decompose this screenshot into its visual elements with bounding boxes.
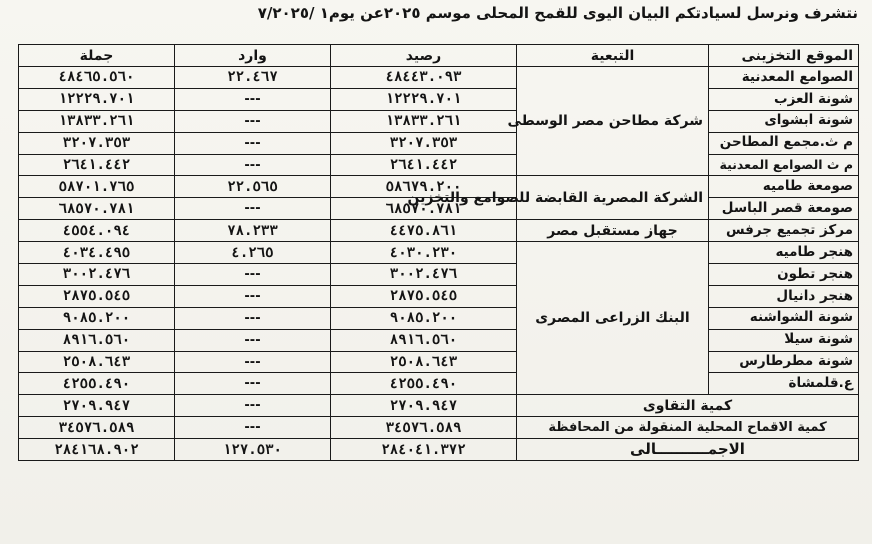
balance-cell: ٢٧٠٩.٩٤٧ [331,395,517,417]
total-cell: ٤٨٤٦٥.٥٦٠ [19,67,175,89]
affiliation-group-1: شركة مطاحن مصر الوسطى [517,67,709,176]
grand-total-label: الاجمــــــــــالى [517,439,859,461]
header-affiliation: التبعية [517,45,709,67]
balance-cell: ٤٠٣٠.٢٣٠ [331,242,517,264]
incoming-cell: --- [175,395,331,417]
table-row [19,110,859,132]
incoming-cell: ١٢٧.٥٣٠ [175,439,331,461]
total-cell: ٣٤٥٧٦.٥٨٩ [19,417,175,439]
location-cell: م ث.مجمع المطاحن [709,132,859,154]
location-cell: صومعة طاميه [709,176,859,198]
table-header-row [19,45,859,67]
total-cell: ٩٠٨٥.٢٠٠ [19,307,175,329]
balance-cell: ٥٨٦٧٩.٢٠٠ [331,176,517,198]
table-row [19,132,859,154]
incoming-cell: ٢٢.٤٦٧ [175,67,331,89]
location-cell: هنجر تطون [709,264,859,286]
balance-cell: ٢٦٤١.٤٤٢ [331,154,517,176]
balance-cell: ١٣٨٣٣.٢٦١ [331,110,517,132]
incoming-cell: --- [175,154,331,176]
incoming-cell: --- [175,88,331,110]
balance-cell: ٢٥٠٨.٦٤٣ [331,351,517,373]
total-cell: ٦٨٥٧٠.٧٨١ [19,198,175,220]
location-cell: شونة العزب [709,88,859,110]
location-cell: صومعة قصر الباسل [709,198,859,220]
balance-cell: ١٢٢٢٩.٧٠١ [331,88,517,110]
incoming-cell: --- [175,307,331,329]
total-cell: ١٢٢٢٩.٧٠١ [19,88,175,110]
total-cell: ٨٩١٦.٥٦٠ [19,329,175,351]
header-balance: رصيد [331,45,517,67]
table-row [19,329,859,351]
table-row [19,417,859,439]
total-cell: ٥٨٧٠١.٧٦٥ [19,176,175,198]
table-row [19,307,859,329]
table-row [19,198,859,220]
table-row [19,395,859,417]
location-cell: هنجر طاميه [709,242,859,264]
location-cell: مركز تجميع جرفس [709,220,859,242]
balance-cell: ٣٢٠٧.٣٥٣ [331,132,517,154]
table-row [19,285,859,307]
incoming-cell: --- [175,285,331,307]
total-cell: ٤٠٣٤.٤٩٥ [19,242,175,264]
incoming-cell: --- [175,351,331,373]
location-cell: شونة سيلا [709,329,859,351]
total-cell: ٤٥٥٤.٠٩٤ [19,220,175,242]
balance-cell: ٣٤٥٧٦.٥٨٩ [331,417,517,439]
incoming-cell: --- [175,198,331,220]
incoming-cell: ٢٢.٥٦٥ [175,176,331,198]
header-total: جملة [19,45,175,67]
balance-cell: ٦٨٥٧٠.٧٨١ [331,198,517,220]
incoming-cell: --- [175,417,331,439]
table-row [19,373,859,395]
total-cell: ٢٨٤١٦٨.٩٠٢ [19,439,175,461]
balance-cell: ٢٨٤٠٤١.٣٧٢ [331,439,517,461]
total-row [19,439,859,461]
balance-cell: ٤٤٧٥.٨٦١ [331,220,517,242]
table-row [19,242,859,264]
balance-cell: ٨٩١٦.٥٦٠ [331,329,517,351]
seed-quantity-label: كمية التقاوى [517,395,859,417]
incoming-cell: --- [175,329,331,351]
document-title: نتشرف ونرسل لسيادتكم البيان اليوى للقمح المحلى موسم ٢٠٢٥عن يوم١ /٧/٢٠٢٥ [257,4,858,22]
total-cell: ٣٠٠٢.٤٧٦ [19,264,175,286]
total-cell: ٤٢٥٥.٤٩٠ [19,373,175,395]
location-cell: ع.قلمشاة [709,373,859,395]
incoming-cell: ٤.٢٦٥ [175,242,331,264]
total-cell: ١٣٨٣٣.٢٦١ [19,110,175,132]
table-row [19,154,859,176]
total-cell: ٢٦٤١.٤٤٢ [19,154,175,176]
total-cell: ٢٧٠٩.٩٤٧ [19,395,175,417]
header-location: الموقع التخزينى [709,45,859,67]
affiliation-group-2: الشركة المصرية القابضة للصوامع والتخزين [517,176,709,220]
table-row [19,67,859,89]
affiliation-group-3: جهاز مستقبل مصر [517,220,709,242]
table-row [19,351,859,373]
location-cell: شونة ابشواى [709,110,859,132]
balance-cell: ٤٢٥٥.٤٩٠ [331,373,517,395]
table-row [19,264,859,286]
balance-cell: ٣٠٠٢.٤٧٦ [331,264,517,286]
affiliation-group-4: البنك الزراعى المصرى [517,242,709,395]
incoming-cell: --- [175,373,331,395]
balance-cell: ٩٠٨٥.٢٠٠ [331,307,517,329]
incoming-cell: --- [175,132,331,154]
balance-cell: ٤٨٤٤٣.٠٩٣ [331,67,517,89]
location-cell: هنجر دانيال [709,285,859,307]
location-cell: شونة مطرطارس [709,351,859,373]
location-cell: الصوامع المعدنية [709,67,859,89]
transferred-wheat-label: كمية الاقماح المحلية المنقولة من المحافظة [517,417,859,439]
total-cell: ٢٥٠٨.٦٤٣ [19,351,175,373]
balance-cell: ٢٨٧٥.٥٤٥ [331,285,517,307]
incoming-cell: --- [175,264,331,286]
location-cell: م ث الصوامع المعدنية [709,154,859,176]
incoming-cell: ٧٨.٢٣٣ [175,220,331,242]
total-cell: ٣٢٠٧.٣٥٣ [19,132,175,154]
total-cell: ٢٨٧٥.٥٤٥ [19,285,175,307]
header-incoming: وارد [175,45,331,67]
incoming-cell: --- [175,110,331,132]
table-row [19,176,859,198]
wheat-stock-table [18,44,859,461]
table-row [19,220,859,242]
location-cell: شونة الشواشنه [709,307,859,329]
table-row [19,88,859,110]
